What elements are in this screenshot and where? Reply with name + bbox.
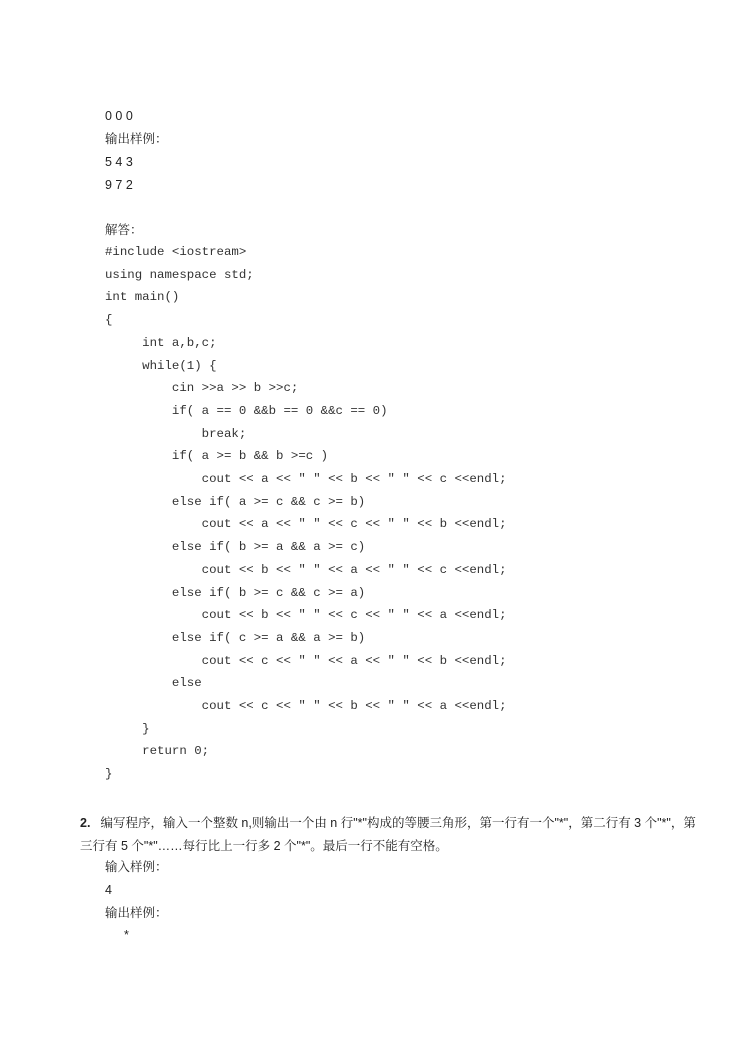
- code-line: {: [105, 313, 113, 328]
- question-statement: 编写程序，输入一个整数 n,则输出一个由 n 行"*"构成的等腰三角形，第一行有一个"*"，第二行有 3 个"*"，第三行有 5 个"*"……每行比上一行多 2 个"*"。最后一行不能有空格。: [80, 816, 696, 853]
- question-2-text: [80, 812, 700, 857]
- output-sample-label: 输出样例：: [105, 132, 168, 146]
- code-line: int main(): [105, 290, 180, 305]
- output-sample-line: 5 4 3: [105, 155, 133, 169]
- code-line: #include <iostream>: [105, 245, 247, 259]
- sample-input-tail: 0 0 0: [105, 109, 133, 123]
- code-line: else if( b >= a && a >= c): [105, 540, 366, 555]
- code-line: cout << b << " " << c << " " << a <<endl;: [105, 608, 507, 623]
- code-line: break;: [105, 426, 247, 441]
- question-number: 2.: [80, 816, 91, 830]
- output-sample-line: 9 7 2: [105, 178, 133, 192]
- code-line: }: [105, 767, 113, 782]
- code-line: while(1) {: [105, 358, 217, 373]
- code-line: cout << c << " " << a << " " << b <<endl;: [105, 653, 507, 668]
- code-line: if( a >= b && b >=c ): [105, 449, 329, 464]
- code-line: int a,b,c;: [105, 335, 217, 350]
- code-line: else: [105, 676, 202, 691]
- code-line: cout << c << " " << b << " " << a <<endl;: [105, 699, 507, 713]
- code-line: else if( a >= c && c >= b): [105, 494, 366, 509]
- code-line: else if( c >= a && a >= b): [105, 630, 366, 645]
- code-line: if( a == 0 &&b == 0 &&c == 0): [105, 403, 388, 418]
- code-line: cout << a << " " << c << " " << b <<endl;: [105, 517, 507, 532]
- answer-label: 解答：: [105, 223, 143, 237]
- code-line: return 0;: [105, 744, 210, 759]
- code-line: }: [105, 721, 150, 736]
- code-line: cin >>a >> b >>c;: [105, 381, 299, 396]
- code-line: else if( b >= c && c >= a): [105, 585, 366, 600]
- output-sample-label-2: 输出样例：: [105, 906, 168, 920]
- code-line: cout << a << " " << b << " " << c <<endl;: [105, 472, 507, 486]
- code-line: cout << b << " " << a << " " << c <<endl;: [105, 562, 507, 577]
- output-sample-first-line: *: [124, 928, 129, 942]
- code-line: using namespace std;: [105, 267, 254, 282]
- input-sample-value: 4: [105, 883, 112, 897]
- input-sample-label: 输入样例：: [105, 860, 168, 874]
